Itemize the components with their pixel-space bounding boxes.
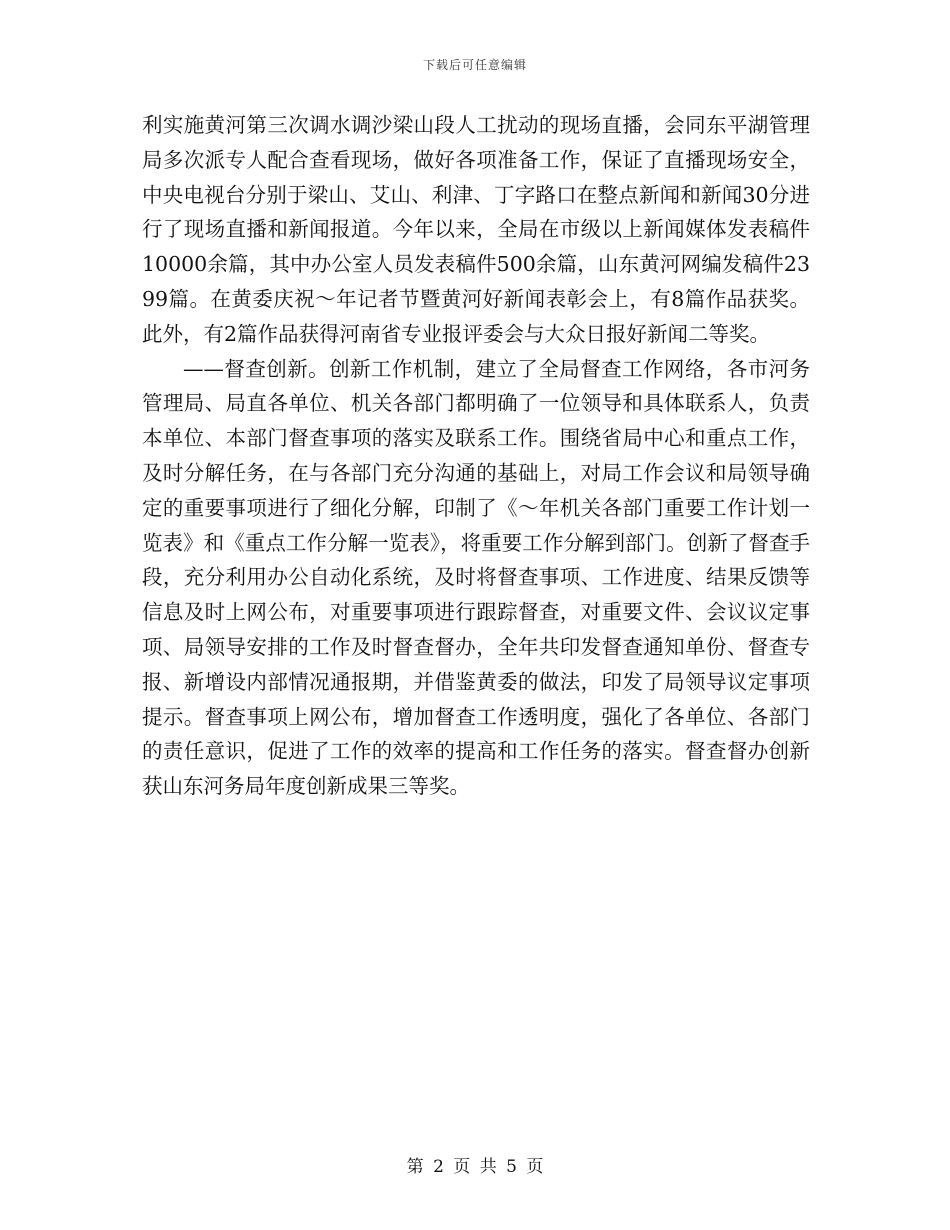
document-body xyxy=(142,108,810,804)
page-header-note: 下载后可任意编辑 xyxy=(422,58,527,72)
page-number: 第 2 页 共 5 页 xyxy=(406,1157,544,1177)
paragraph-continuation: 利实施黄河第三次调水调沙梁山段人工扰动的现场直播，会同东平湖管理局多次派专人配合查看现场，做好各项准备工作，保证了直播现场安全，中央电视台分别于梁山、艾山、利津、丁字路口在整点新闻和新闻30分进行了现场直播和新闻报道。今年以来，全局在市级以上新闻媒体发表稿件10000余篇，其中办公室人员发表稿件500余篇，山东黄河网编发稿件2399篇。在黄委庆祝～年记者节暨黄河好新闻表彰会上，有8篇作品获奖。此外，有2篇作品获得河南省专业报评委会与大众日报好新闻二等奖。 xyxy=(142,113,810,346)
paragraph-supervision-innovation: ——督查创新。创新工作机制，建立了全局督查工作网络，各市河务管理局、局直各单位、机关各部门都明确了一位领导和具体联系人，负责本单位、本部门督查事项的落实及联系工作。围绕省局中心和重点工作，及时分解任务，在与各部门充分沟通的基础上，对局工作会议和局领导确定的重要事项进行了细化分解，印制了《～年机关各部门重要工作计划一览表》和《重点工作分解一览表》，将重要工作分解到部门。创新了督查手段，充分利用办公自动化系统，及时将督查事项、工作进度、结果反馈等信息及时上网公布，对重要事项进行跟踪督查，对重要文件、会议议定事项、局领导安排的工作及时督查督办，全年共印发督查通知单份、督查专报、新增设内部情况通报期，并借鉴黄委的做法，印发了局领导议定事项提示。督查事项上网公布，增加督查工作透明度，强化了各单位、各部门的责任意识，促进了工作的效率的提高和工作任务的落实。督查督办创新获山东河务局年度创新成果三等奖。 xyxy=(142,356,810,799)
